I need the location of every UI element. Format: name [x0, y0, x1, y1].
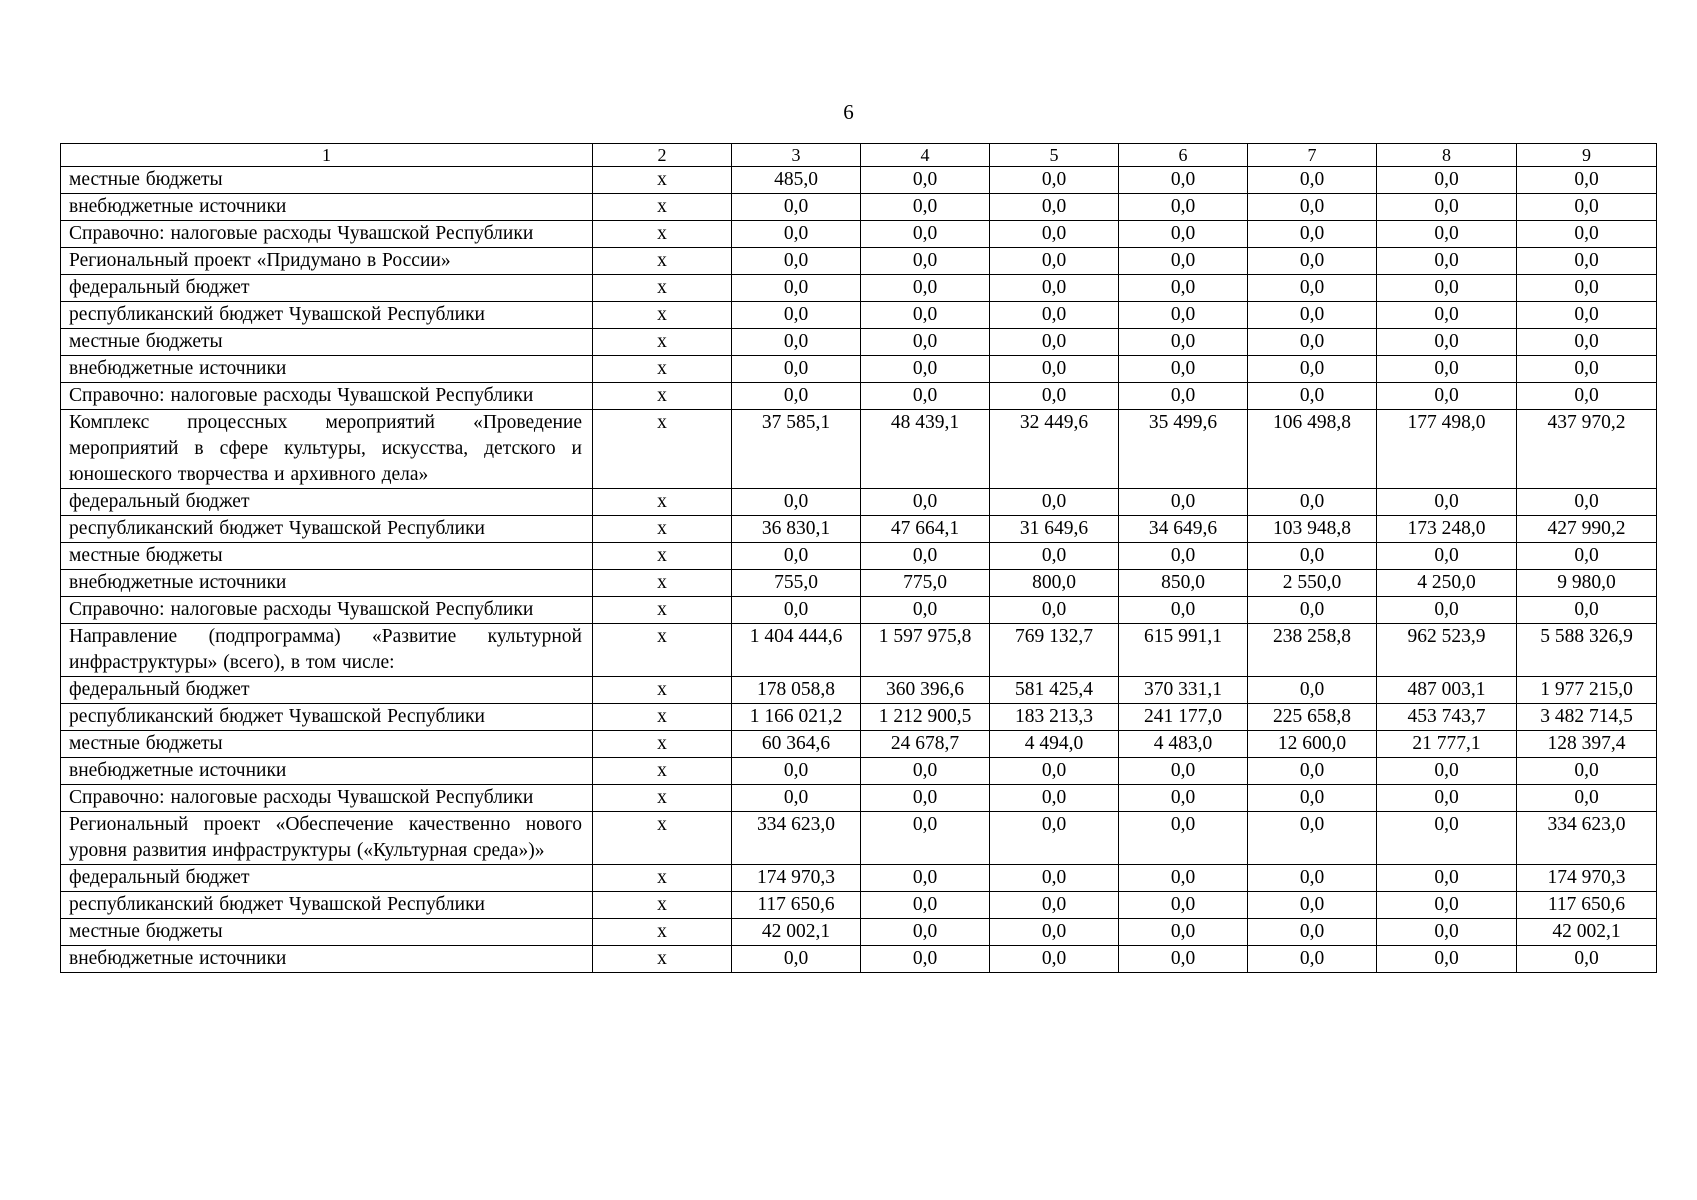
- value-cell: 0,0: [1517, 383, 1657, 410]
- table-row: [61, 704, 1657, 731]
- value-cell: 1 212 900,5: [861, 704, 990, 731]
- value-cell: 581 425,4: [990, 677, 1119, 704]
- value-cell: 0,0: [1248, 275, 1377, 302]
- table-body: [61, 144, 1657, 973]
- value-cell: 0,0: [732, 329, 861, 356]
- value-cell: 0,0: [1517, 543, 1657, 570]
- value-cell: 0,0: [1248, 356, 1377, 383]
- value-cell: 0,0: [990, 919, 1119, 946]
- value-cell: 0,0: [861, 946, 990, 973]
- table-row: [61, 383, 1657, 410]
- row-symbol: х: [593, 704, 732, 731]
- value-cell: 0,0: [861, 785, 990, 812]
- value-cell: 0,0: [990, 221, 1119, 248]
- table-row: [61, 194, 1657, 221]
- value-cell: 1 166 021,2: [732, 704, 861, 731]
- row-label: местные бюджеты: [61, 919, 593, 946]
- value-cell: 370 331,1: [1119, 677, 1248, 704]
- row-symbol: х: [593, 812, 732, 865]
- value-cell: 0,0: [990, 785, 1119, 812]
- value-cell: 21 777,1: [1377, 731, 1517, 758]
- value-cell: 0,0: [1119, 865, 1248, 892]
- value-cell: 0,0: [1517, 489, 1657, 516]
- value-cell: 0,0: [1119, 892, 1248, 919]
- value-cell: 117 650,6: [732, 892, 861, 919]
- value-cell: 0,0: [1248, 946, 1377, 973]
- table-row: [61, 677, 1657, 704]
- value-cell: 769 132,7: [990, 624, 1119, 677]
- value-cell: 0,0: [732, 356, 861, 383]
- value-cell: 0,0: [1119, 194, 1248, 221]
- value-cell: 0,0: [861, 489, 990, 516]
- value-cell: 0,0: [1119, 221, 1248, 248]
- value-cell: 0,0: [1248, 597, 1377, 624]
- row-label: местные бюджеты: [61, 543, 593, 570]
- row-symbol: х: [593, 919, 732, 946]
- value-cell: 334 623,0: [1517, 812, 1657, 865]
- value-cell: 0,0: [990, 302, 1119, 329]
- value-cell: 0,0: [990, 356, 1119, 383]
- value-cell: 0,0: [1248, 383, 1377, 410]
- value-cell: 2 550,0: [1248, 570, 1377, 597]
- table-row: [61, 624, 1657, 677]
- value-cell: 0,0: [732, 785, 861, 812]
- value-cell: 0,0: [1517, 167, 1657, 194]
- value-cell: 360 396,6: [861, 677, 990, 704]
- value-cell: 0,0: [1377, 329, 1517, 356]
- row-symbol: х: [593, 624, 732, 677]
- value-cell: 0,0: [1377, 543, 1517, 570]
- row-label: Справочно: налоговые расходы Чувашской Республики: [61, 221, 593, 248]
- row-symbol: х: [593, 383, 732, 410]
- column-header: 3: [732, 144, 861, 167]
- row-symbol: х: [593, 275, 732, 302]
- row-symbol: х: [593, 597, 732, 624]
- value-cell: 0,0: [861, 543, 990, 570]
- row-symbol: х: [593, 194, 732, 221]
- row-label: республиканский бюджет Чувашской Республики: [61, 302, 593, 329]
- table-row: [61, 248, 1657, 275]
- value-cell: 60 364,6: [732, 731, 861, 758]
- value-cell: 0,0: [732, 221, 861, 248]
- table-row: [61, 812, 1657, 865]
- value-cell: 0,0: [732, 489, 861, 516]
- value-cell: 0,0: [990, 865, 1119, 892]
- row-label: Направление (подпрограмма) «Развитие культурной инфраструктуры» (всего), в том числе:: [61, 624, 593, 677]
- value-cell: 0,0: [1377, 356, 1517, 383]
- value-cell: 0,0: [990, 543, 1119, 570]
- row-label: республиканский бюджет Чувашской Республики: [61, 516, 593, 543]
- value-cell: 1 977 215,0: [1517, 677, 1657, 704]
- value-cell: 37 585,1: [732, 410, 861, 489]
- row-symbol: х: [593, 865, 732, 892]
- value-cell: 173 248,0: [1377, 516, 1517, 543]
- value-cell: 0,0: [861, 597, 990, 624]
- value-cell: 0,0: [1377, 194, 1517, 221]
- value-cell: 0,0: [1517, 194, 1657, 221]
- value-cell: 0,0: [861, 221, 990, 248]
- value-cell: 183 213,3: [990, 704, 1119, 731]
- value-cell: 4 483,0: [1119, 731, 1248, 758]
- value-cell: 241 177,0: [1119, 704, 1248, 731]
- value-cell: 0,0: [1248, 194, 1377, 221]
- value-cell: 3 482 714,5: [1517, 704, 1657, 731]
- value-cell: 0,0: [990, 812, 1119, 865]
- value-cell: 0,0: [1248, 812, 1377, 865]
- row-symbol: х: [593, 489, 732, 516]
- value-cell: 177 498,0: [1377, 410, 1517, 489]
- value-cell: 0,0: [1119, 302, 1248, 329]
- table-row: [61, 543, 1657, 570]
- value-cell: 0,0: [861, 248, 990, 275]
- value-cell: 5 588 326,9: [1517, 624, 1657, 677]
- value-cell: 0,0: [1377, 919, 1517, 946]
- value-cell: 0,0: [990, 758, 1119, 785]
- row-label: Региональный проект «Придумано в России»: [61, 248, 593, 275]
- row-symbol: х: [593, 221, 732, 248]
- value-cell: 0,0: [1119, 812, 1248, 865]
- column-header: 6: [1119, 144, 1248, 167]
- row-symbol: х: [593, 543, 732, 570]
- value-cell: 34 649,6: [1119, 516, 1248, 543]
- row-symbol: х: [593, 677, 732, 704]
- column-header: 1: [61, 144, 593, 167]
- value-cell: 0,0: [861, 356, 990, 383]
- value-cell: 0,0: [1119, 919, 1248, 946]
- value-cell: 0,0: [1248, 785, 1377, 812]
- value-cell: 0,0: [1377, 302, 1517, 329]
- value-cell: 12 600,0: [1248, 731, 1377, 758]
- value-cell: 0,0: [861, 383, 990, 410]
- table-row: [61, 489, 1657, 516]
- value-cell: 0,0: [1248, 865, 1377, 892]
- row-label: Справочно: налоговые расходы Чувашской Республики: [61, 383, 593, 410]
- value-cell: 0,0: [1377, 248, 1517, 275]
- table-row: [61, 516, 1657, 543]
- value-cell: 0,0: [1248, 677, 1377, 704]
- row-label: Комплекс процессных мероприятий «Проведение мероприятий в сфере культуры, искусства, детского и юношеского творчества и архивного дела»: [61, 410, 593, 489]
- value-cell: 0,0: [1248, 221, 1377, 248]
- value-cell: 0,0: [732, 543, 861, 570]
- value-cell: 0,0: [861, 275, 990, 302]
- value-cell: 0,0: [1517, 275, 1657, 302]
- value-cell: 0,0: [990, 275, 1119, 302]
- value-cell: 850,0: [1119, 570, 1248, 597]
- value-cell: 0,0: [861, 919, 990, 946]
- row-label: внебюджетные источники: [61, 946, 593, 973]
- value-cell: 0,0: [1377, 946, 1517, 973]
- row-label: внебюджетные источники: [61, 356, 593, 383]
- row-symbol: х: [593, 892, 732, 919]
- column-numbers-row: [61, 144, 1657, 167]
- budget-table: [60, 143, 1657, 973]
- value-cell: 755,0: [732, 570, 861, 597]
- value-cell: 0,0: [861, 167, 990, 194]
- value-cell: 174 970,3: [1517, 865, 1657, 892]
- table-row: [61, 758, 1657, 785]
- value-cell: 0,0: [732, 597, 861, 624]
- value-cell: 0,0: [1517, 946, 1657, 973]
- row-label: Справочно: налоговые расходы Чувашской Республики: [61, 785, 593, 812]
- value-cell: 0,0: [732, 302, 861, 329]
- value-cell: 117 650,6: [1517, 892, 1657, 919]
- row-symbol: х: [593, 248, 732, 275]
- value-cell: 0,0: [1248, 167, 1377, 194]
- table-row: [61, 356, 1657, 383]
- value-cell: 0,0: [1119, 758, 1248, 785]
- column-header: 9: [1517, 144, 1657, 167]
- value-cell: 0,0: [990, 167, 1119, 194]
- row-label: местные бюджеты: [61, 329, 593, 356]
- value-cell: 0,0: [861, 194, 990, 221]
- value-cell: 0,0: [990, 383, 1119, 410]
- value-cell: 0,0: [1119, 946, 1248, 973]
- value-cell: 0,0: [1119, 248, 1248, 275]
- value-cell: 0,0: [1119, 329, 1248, 356]
- value-cell: 800,0: [990, 570, 1119, 597]
- value-cell: 4 494,0: [990, 731, 1119, 758]
- value-cell: 128 397,4: [1517, 731, 1657, 758]
- row-symbol: х: [593, 410, 732, 489]
- row-symbol: х: [593, 516, 732, 543]
- value-cell: 0,0: [1248, 248, 1377, 275]
- value-cell: 0,0: [1377, 597, 1517, 624]
- row-label: внебюджетные источники: [61, 194, 593, 221]
- value-cell: 0,0: [732, 758, 861, 785]
- row-symbol: х: [593, 731, 732, 758]
- value-cell: 427 990,2: [1517, 516, 1657, 543]
- value-cell: 0,0: [1377, 167, 1517, 194]
- value-cell: 31 649,6: [990, 516, 1119, 543]
- value-cell: 0,0: [1248, 543, 1377, 570]
- column-header: 4: [861, 144, 990, 167]
- value-cell: 0,0: [990, 489, 1119, 516]
- value-cell: 0,0: [1377, 275, 1517, 302]
- value-cell: 0,0: [1248, 302, 1377, 329]
- value-cell: 0,0: [1517, 302, 1657, 329]
- value-cell: 487 003,1: [1377, 677, 1517, 704]
- row-label: местные бюджеты: [61, 167, 593, 194]
- value-cell: 0,0: [990, 194, 1119, 221]
- value-cell: 0,0: [861, 758, 990, 785]
- value-cell: 0,0: [1119, 543, 1248, 570]
- table-row: [61, 919, 1657, 946]
- row-label: республиканский бюджет Чувашской Республики: [61, 704, 593, 731]
- value-cell: 962 523,9: [1377, 624, 1517, 677]
- value-cell: 0,0: [1517, 329, 1657, 356]
- value-cell: 0,0: [1517, 597, 1657, 624]
- value-cell: 0,0: [1377, 758, 1517, 785]
- row-label: Региональный проект «Обеспечение качественно нового уровня развития инфраструктуры («Культурная среда»)»: [61, 812, 593, 865]
- value-cell: 0,0: [1377, 489, 1517, 516]
- value-cell: 36 830,1: [732, 516, 861, 543]
- value-cell: 42 002,1: [732, 919, 861, 946]
- value-cell: 775,0: [861, 570, 990, 597]
- value-cell: 4 250,0: [1377, 570, 1517, 597]
- table-row: [61, 302, 1657, 329]
- value-cell: 0,0: [1517, 248, 1657, 275]
- value-cell: 0,0: [1119, 275, 1248, 302]
- value-cell: 0,0: [1248, 329, 1377, 356]
- value-cell: 0,0: [1119, 489, 1248, 516]
- value-cell: 0,0: [861, 892, 990, 919]
- value-cell: 485,0: [732, 167, 861, 194]
- page-number: 6: [843, 100, 854, 124]
- table-row: [61, 167, 1657, 194]
- value-cell: 0,0: [1119, 597, 1248, 624]
- value-cell: 0,0: [990, 892, 1119, 919]
- value-cell: 178 058,8: [732, 677, 861, 704]
- value-cell: 0,0: [1119, 383, 1248, 410]
- value-cell: 0,0: [1517, 758, 1657, 785]
- value-cell: 0,0: [1517, 221, 1657, 248]
- value-cell: 0,0: [1248, 758, 1377, 785]
- table-row: [61, 275, 1657, 302]
- value-cell: 334 623,0: [732, 812, 861, 865]
- value-cell: 437 970,2: [1517, 410, 1657, 489]
- row-label: местные бюджеты: [61, 731, 593, 758]
- value-cell: 0,0: [1377, 892, 1517, 919]
- value-cell: 615 991,1: [1119, 624, 1248, 677]
- row-label: Справочно: налоговые расходы Чувашской Республики: [61, 597, 593, 624]
- value-cell: 0,0: [1119, 167, 1248, 194]
- value-cell: 35 499,6: [1119, 410, 1248, 489]
- table-row: [61, 946, 1657, 973]
- value-cell: 174 970,3: [732, 865, 861, 892]
- table-row: [61, 570, 1657, 597]
- value-cell: 0,0: [732, 946, 861, 973]
- value-cell: 0,0: [1377, 383, 1517, 410]
- value-cell: 0,0: [990, 329, 1119, 356]
- row-symbol: х: [593, 356, 732, 383]
- row-symbol: х: [593, 167, 732, 194]
- value-cell: 42 002,1: [1517, 919, 1657, 946]
- value-cell: 0,0: [1377, 785, 1517, 812]
- value-cell: 0,0: [990, 946, 1119, 973]
- table-row: [61, 731, 1657, 758]
- row-symbol: х: [593, 785, 732, 812]
- value-cell: 103 948,8: [1248, 516, 1377, 543]
- column-header: 7: [1248, 144, 1377, 167]
- value-cell: 0,0: [1119, 356, 1248, 383]
- value-cell: 1 404 444,6: [732, 624, 861, 677]
- value-cell: 0,0: [1517, 785, 1657, 812]
- row-symbol: х: [593, 946, 732, 973]
- value-cell: 225 658,8: [1248, 704, 1377, 731]
- value-cell: 24 678,7: [861, 731, 990, 758]
- value-cell: 0,0: [861, 329, 990, 356]
- value-cell: 32 449,6: [990, 410, 1119, 489]
- value-cell: 1 597 975,8: [861, 624, 990, 677]
- column-header: 2: [593, 144, 732, 167]
- table-row: [61, 221, 1657, 248]
- row-symbol: х: [593, 329, 732, 356]
- row-label: внебюджетные источники: [61, 570, 593, 597]
- table-row: [61, 597, 1657, 624]
- row-symbol: х: [593, 570, 732, 597]
- row-symbol: х: [593, 302, 732, 329]
- value-cell: 0,0: [1248, 489, 1377, 516]
- row-label: республиканский бюджет Чувашской Республики: [61, 892, 593, 919]
- column-header: 8: [1377, 144, 1517, 167]
- value-cell: 47 664,1: [861, 516, 990, 543]
- value-cell: 0,0: [990, 248, 1119, 275]
- value-cell: 0,0: [732, 248, 861, 275]
- value-cell: 0,0: [1517, 356, 1657, 383]
- value-cell: 0,0: [1248, 892, 1377, 919]
- table-row: [61, 865, 1657, 892]
- value-cell: 0,0: [1377, 812, 1517, 865]
- value-cell: 238 258,8: [1248, 624, 1377, 677]
- table-row: [61, 785, 1657, 812]
- value-cell: 9 980,0: [1517, 570, 1657, 597]
- value-cell: 0,0: [1248, 919, 1377, 946]
- value-cell: 0,0: [861, 812, 990, 865]
- value-cell: 0,0: [990, 597, 1119, 624]
- table-row: [61, 892, 1657, 919]
- column-header: 5: [990, 144, 1119, 167]
- value-cell: 0,0: [861, 302, 990, 329]
- value-cell: 0,0: [732, 383, 861, 410]
- value-cell: 48 439,1: [861, 410, 990, 489]
- row-label: федеральный бюджет: [61, 275, 593, 302]
- row-symbol: х: [593, 758, 732, 785]
- table-row: [61, 329, 1657, 356]
- row-label: внебюджетные источники: [61, 758, 593, 785]
- value-cell: 0,0: [732, 194, 861, 221]
- row-label: федеральный бюджет: [61, 489, 593, 516]
- value-cell: 453 743,7: [1377, 704, 1517, 731]
- row-label: федеральный бюджет: [61, 865, 593, 892]
- value-cell: 0,0: [1377, 221, 1517, 248]
- value-cell: 0,0: [732, 275, 861, 302]
- value-cell: 0,0: [1119, 785, 1248, 812]
- value-cell: 0,0: [861, 865, 990, 892]
- row-label: федеральный бюджет: [61, 677, 593, 704]
- value-cell: 0,0: [1377, 865, 1517, 892]
- value-cell: 106 498,8: [1248, 410, 1377, 489]
- table-row: [61, 410, 1657, 489]
